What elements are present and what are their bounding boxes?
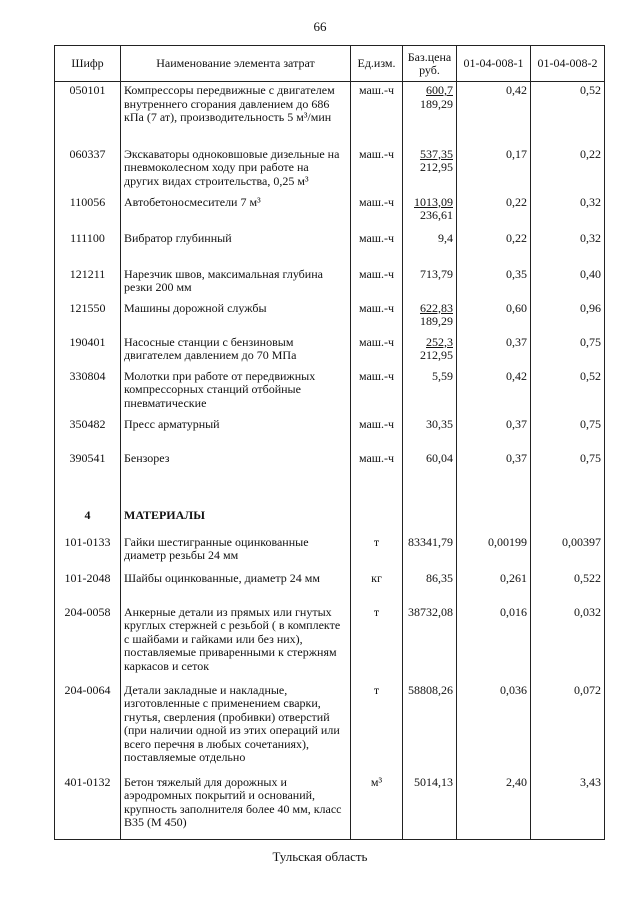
base-price-total: 1013,09: [414, 194, 453, 209]
table-row: [55, 300, 605, 334]
norm-value-2: 0,96: [531, 300, 605, 334]
resource-code: 101-2048: [55, 570, 121, 604]
base-price-total: 5,59: [432, 368, 453, 383]
resource-unit: т: [351, 682, 403, 774]
header-code: Шифр: [55, 46, 121, 82]
norm-value-1: 0,60: [457, 300, 531, 334]
norm-value-1: 0,42: [457, 82, 531, 146]
resource-unit: маш.-ч: [351, 300, 403, 334]
base-price: 58808,26: [403, 682, 457, 774]
header-name: Наименование элемента затрат: [121, 46, 351, 82]
base-price: [403, 368, 457, 416]
norm-value-2: 0,40: [531, 266, 605, 300]
table-row: [55, 682, 605, 774]
base-price-wage: 236,61: [420, 208, 453, 222]
header-price: Баз.цена руб.: [403, 46, 457, 82]
resource-name: Бетон тяжелый для дорожных и аэродромных покрытий и оснований, крупность заполнителя более 40 мм, класс B35 (М 450): [121, 774, 351, 840]
resource-code: 350482: [55, 416, 121, 450]
norm-value-1: 0,261: [457, 570, 531, 604]
base-price: [403, 82, 457, 146]
section-title: МАТЕРИАЛЫ: [121, 498, 351, 534]
norm-value-1: 0,00199: [457, 534, 531, 570]
base-price-wage: 189,29: [420, 314, 453, 328]
base-price: [403, 450, 457, 498]
table-row: [55, 416, 605, 450]
base-price-total: 60,04: [426, 450, 453, 465]
resource-code: 121211: [55, 266, 121, 300]
norm-value-1: 0,22: [457, 230, 531, 266]
resource-code: 111100: [55, 230, 121, 266]
base-price: [403, 300, 457, 334]
resource-name: Машины дорожной службы: [121, 300, 351, 334]
table-row: [55, 266, 605, 300]
resource-name: Вибратор глубинный: [121, 230, 351, 266]
resource-name: Экскаваторы одноковшовые дизельные на пневмоколесном ходу при работе на других видах строительства, 0,25 м³: [121, 146, 351, 194]
header-col1: 01-04-008-1: [457, 46, 531, 82]
norm-value-1: 0,37: [457, 334, 531, 368]
resource-unit: маш.-ч: [351, 230, 403, 266]
resource-unit: маш.-ч: [351, 194, 403, 230]
table-row: [55, 450, 605, 498]
norm-value-2: 0,072: [531, 682, 605, 774]
norm-value-1: 0,37: [457, 416, 531, 450]
norm-value-2: 0,75: [531, 450, 605, 498]
table-row: [55, 194, 605, 230]
base-price-total: 600,7: [426, 83, 453, 97]
section-number: 4: [55, 498, 121, 534]
norm-value-2: 0,75: [531, 334, 605, 368]
norm-value-2: 0,52: [531, 368, 605, 416]
norm-value-2: 0,032: [531, 604, 605, 682]
base-price-total: 622,83: [420, 300, 453, 315]
norm-value-1: 0,35: [457, 266, 531, 300]
table-row: [55, 534, 605, 570]
table-row: [55, 82, 605, 146]
base-price: 5014,13: [403, 774, 457, 840]
resource-code: 390541: [55, 450, 121, 498]
empty-cell: [531, 498, 605, 534]
table-row: [55, 604, 605, 682]
base-price-wage: 212,95: [420, 160, 453, 174]
norm-value-1: 2,40: [457, 774, 531, 840]
resource-unit: маш.-ч: [351, 146, 403, 194]
page-number: 66: [313, 19, 327, 34]
resource-code: 110056: [55, 194, 121, 230]
base-price-wage: 212,95: [420, 348, 453, 362]
base-price: [403, 194, 457, 230]
resource-unit: маш.-ч: [351, 450, 403, 498]
norm-value-2: 0,32: [531, 194, 605, 230]
base-price-total: 30,35: [426, 416, 453, 431]
empty-cell: [403, 498, 457, 534]
norm-value-1: 0,22: [457, 194, 531, 230]
resource-name: Автобетоносмесители 7 м³: [121, 194, 351, 230]
table-row: [55, 230, 605, 266]
resource-code: 330804: [55, 368, 121, 416]
resource-name: Детали закладные и накладные, изготовленные с применением сварки, гнутья, сверления (пробивки) отверстий (при наличии одной из этих операций или всего перечня в любых сочетаниях), поставляемые отдельно: [121, 682, 351, 774]
empty-cell: [457, 498, 531, 534]
norm-value-1: 0,42: [457, 368, 531, 416]
resource-unit: маш.-ч: [351, 334, 403, 368]
resource-code: 204-0064: [55, 682, 121, 774]
base-price-total: 9,4: [438, 230, 453, 245]
table-body: [55, 82, 605, 840]
resource-unit: маш.-ч: [351, 82, 403, 146]
table-row: [55, 334, 605, 368]
resource-unit: т: [351, 604, 403, 682]
base-price: 86,35: [403, 570, 457, 604]
base-price: 83341,79: [403, 534, 457, 570]
resource-code: 060337: [55, 146, 121, 194]
base-price-total: 252,3: [426, 334, 453, 349]
resource-name: Нарезчик швов, максимальная глубина резки 200 мм: [121, 266, 351, 300]
footer: Тульская область: [272, 849, 368, 864]
table-row: [55, 146, 605, 194]
base-price: [403, 230, 457, 266]
resource-unit: маш.-ч: [351, 416, 403, 450]
resource-unit: м³: [351, 774, 403, 840]
norm-value-2: 0,522: [531, 570, 605, 604]
header-unit: Ед.изм.: [351, 46, 403, 82]
table-row: [55, 368, 605, 416]
resource-code: 101-0133: [55, 534, 121, 570]
norm-value-2: 0,00397: [531, 534, 605, 570]
resource-code: 190401: [55, 334, 121, 368]
base-price: 38732,08: [403, 604, 457, 682]
norm-value-1: 0,036: [457, 682, 531, 774]
resource-name: Шайбы оцинкованные, диаметр 24 мм: [121, 570, 351, 604]
resource-name: Насосные станции с бензиновым двигателем давлением до 70 МПа: [121, 334, 351, 368]
resource-unit: т: [351, 534, 403, 570]
resource-code: 204-0058: [55, 604, 121, 682]
base-price: [403, 146, 457, 194]
resource-code: 121550: [55, 300, 121, 334]
header-row: [55, 46, 605, 82]
norm-value-2: 0,52: [531, 82, 605, 146]
base-price-total: 713,79: [420, 266, 453, 281]
norm-value-2: 0,75: [531, 416, 605, 450]
resource-name: Компрессоры передвижные с двигателем внутреннего сгорания давлением до 686 кПа (7 ат), производительность 5 м³/мин: [121, 82, 351, 146]
base-price: [403, 416, 457, 450]
norm-value-1: 0,17: [457, 146, 531, 194]
norm-value-1: 0,37: [457, 450, 531, 498]
resource-code: 401-0132: [55, 774, 121, 840]
norm-value-1: 0,016: [457, 604, 531, 682]
empty-cell: [351, 498, 403, 534]
table-row: [55, 570, 605, 604]
section-row: [55, 498, 605, 534]
base-price-wage: 189,29: [420, 96, 453, 111]
resource-name: Молотки при работе от передвижных компрессорных станций отбойные пневматические: [121, 368, 351, 416]
resource-unit: кг: [351, 570, 403, 604]
norm-value-2: 0,32: [531, 230, 605, 266]
base-price: [403, 334, 457, 368]
header-col2: 01-04-008-2: [531, 46, 605, 82]
norm-value-2: 3,43: [531, 774, 605, 840]
resource-name: Гайки шестигранные оцинкованные диаметр резьбы 24 мм: [121, 534, 351, 570]
resource-name: Бензорез: [121, 450, 351, 498]
resource-code: 050101: [55, 82, 121, 146]
resource-name: Анкерные детали из прямых или гнутых круглых стержней с резьбой ( в комплекте с шайбами и гайками или без них), поставляемые приваренными к стержням каркасов и сеток: [121, 604, 351, 682]
norm-value-2: 0,22: [531, 146, 605, 194]
base-price-total: 537,35: [420, 146, 453, 161]
resource-unit: маш.-ч: [351, 266, 403, 300]
cost-table: [54, 45, 605, 840]
table-row: [55, 774, 605, 840]
base-price: [403, 266, 457, 300]
resource-name: Пресс арматурный: [121, 416, 351, 450]
resource-unit: маш.-ч: [351, 368, 403, 416]
